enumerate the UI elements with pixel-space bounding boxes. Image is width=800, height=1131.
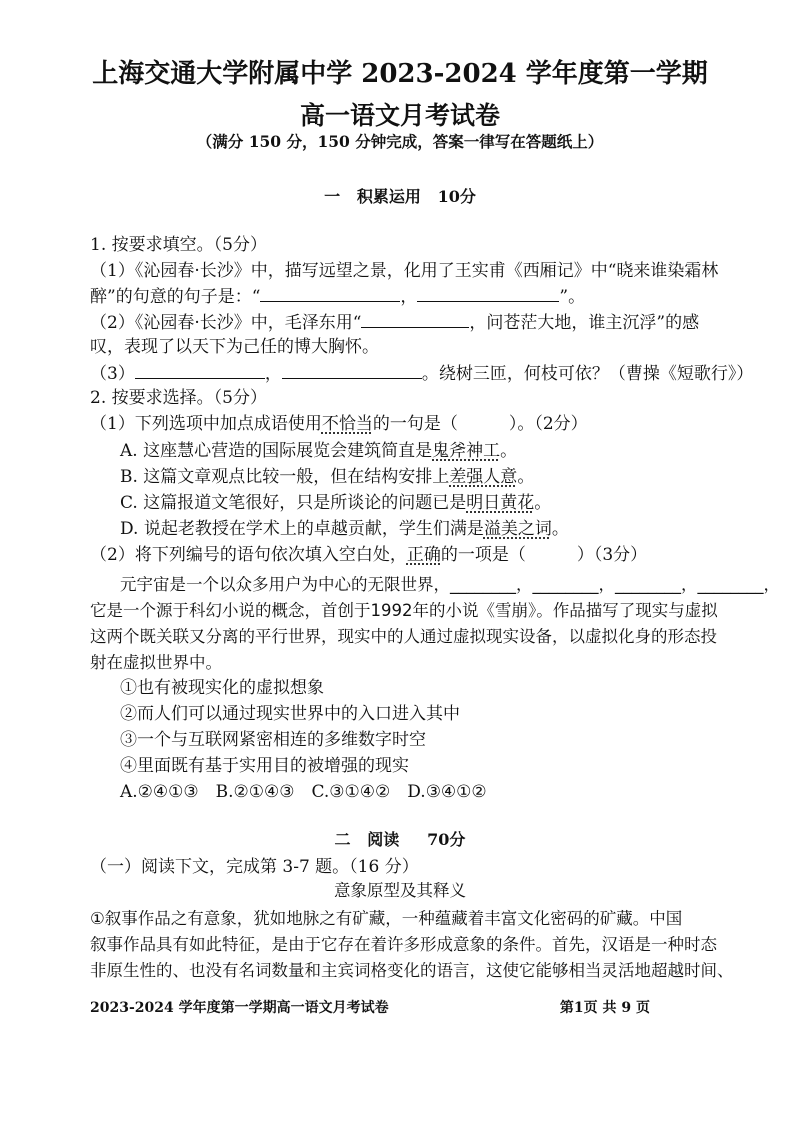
question-1-stem: 1. 按要求填空。（5分） [90, 235, 267, 255]
answer-choices: A.②④①③ B.②①④③ C.③①④② D.③④①② [120, 782, 487, 802]
sentence-option: ④里面既有基于实用目的被增强的现实 [120, 756, 409, 776]
question-1-item-2: （2）《沁园春·长沙》中，毛泽东用“ ，问苍茫大地，谁主沉浮”的感 [90, 313, 700, 333]
sentence-option: ③一个与互联网紧密相连的多维数字时空 [120, 730, 426, 750]
section-heading-2 [0, 829, 800, 851]
option-a: A. 这座慧心营造的国际展览会建筑简直是鬼斧神工。 [120, 441, 518, 461]
section-number: 一 [324, 187, 341, 206]
exam-instructions: （满分 150 分，150 分钟完成，答案一律写在答题纸上） [196, 132, 604, 151]
article-paragraph-line: ①叙事作品之有意象，犹如地脉之有矿藏，一种蕴藏着丰富文化密码的矿藏。中国 [90, 909, 683, 928]
option-c: C. 这篇报道文笔很好，只是所谈论的问题已是明日黄花。 [120, 493, 552, 513]
reading-part-label: （一）阅读下文，完成第 3-7 题。（16 分） [90, 857, 419, 877]
answer-blank [135, 362, 265, 379]
sentence-option: ②而人们可以通过现实世界中的入口进入其中 [120, 704, 460, 724]
question-1-item-1-cont: 醉”的句意的句子是：“ ， ”。 [90, 287, 586, 307]
question-1-item-1: （1）《沁园春·长沙》中，描写远望之景，化用了王实甫《西厢记》中“晓来谁染霜林 [90, 261, 719, 281]
article-paragraph-line: 叙事作品具有如此特征，是由于它存在着许多形成意象的条件。首先，汉语是一种时态 [90, 935, 717, 954]
section-score: 10分 [437, 187, 476, 206]
page-number: 第1页 共 9 页 [559, 1000, 650, 1016]
answer-blank [361, 311, 469, 328]
question-2-stem: 2. 按要求选择。（5分） [90, 388, 267, 408]
section-heading-1 [0, 186, 800, 208]
passage-line: 元宇宙是一个以众多用户为中心的无限世界，________，________，________，________， [120, 575, 780, 594]
exam-subtitle: 高一语文月考试卷 [299, 101, 500, 130]
passage-line: 射在虚拟世界中。 [90, 653, 222, 672]
question-1-item-3: （3） ， 。绕树三匝，何枝可依？（曹操《短歌行》） [90, 364, 754, 384]
option-b: B. 这篇文章观点比较一般，但在结构安排上差强人意。 [120, 467, 535, 487]
section-title: 积累运用 [356, 187, 421, 206]
sentence-option: ①也有被现实化的虚拟想象 [120, 678, 324, 698]
article-title: 意象原型及其释义 [334, 881, 466, 900]
exam-title: 上海交通大学附属中学 2023-2024 学年度第一学期 [92, 59, 708, 89]
passage-line: 它是一个源于科幻小说的概念，首创于1992年的小说《雪崩》。作品描写了现实与虚拟 [90, 601, 718, 620]
question-2-sub-1: （1）下列选项中加点成语使用不恰当的一句是（ ）。（2分） [90, 414, 588, 434]
answer-blank [417, 285, 559, 302]
footer-exam-name: 2023-2024 学年度第一学期高一语文月考试卷 [90, 1000, 389, 1016]
question-2-sub-2: （2）将下列编号的语句依次填入空白处，正确的一项是（ ）（3分） [90, 545, 648, 565]
passage-line: 这两个既关联又分离的平行世界，现实中的人通过虚拟现实设备，以虚拟化身的形态投 [90, 627, 717, 646]
option-d: D. 说起老教授在学术上的卓越贡献，学生们满是溢美之词。 [120, 519, 569, 539]
article-paragraph-line: 非原生性的、也没有名词数量和主宾词格变化的语言，这使它能够相当灵活地超越时间、 [90, 961, 734, 980]
question-1-item-2-cont: 叹，表现了以天下为己任的博大胸怀。 [90, 337, 379, 357]
section-number: 二 [334, 830, 351, 849]
answer-blank [260, 285, 400, 302]
section-title: 阅读 [367, 830, 400, 849]
answer-blank [282, 362, 422, 379]
section-score: 70分 [427, 830, 466, 849]
